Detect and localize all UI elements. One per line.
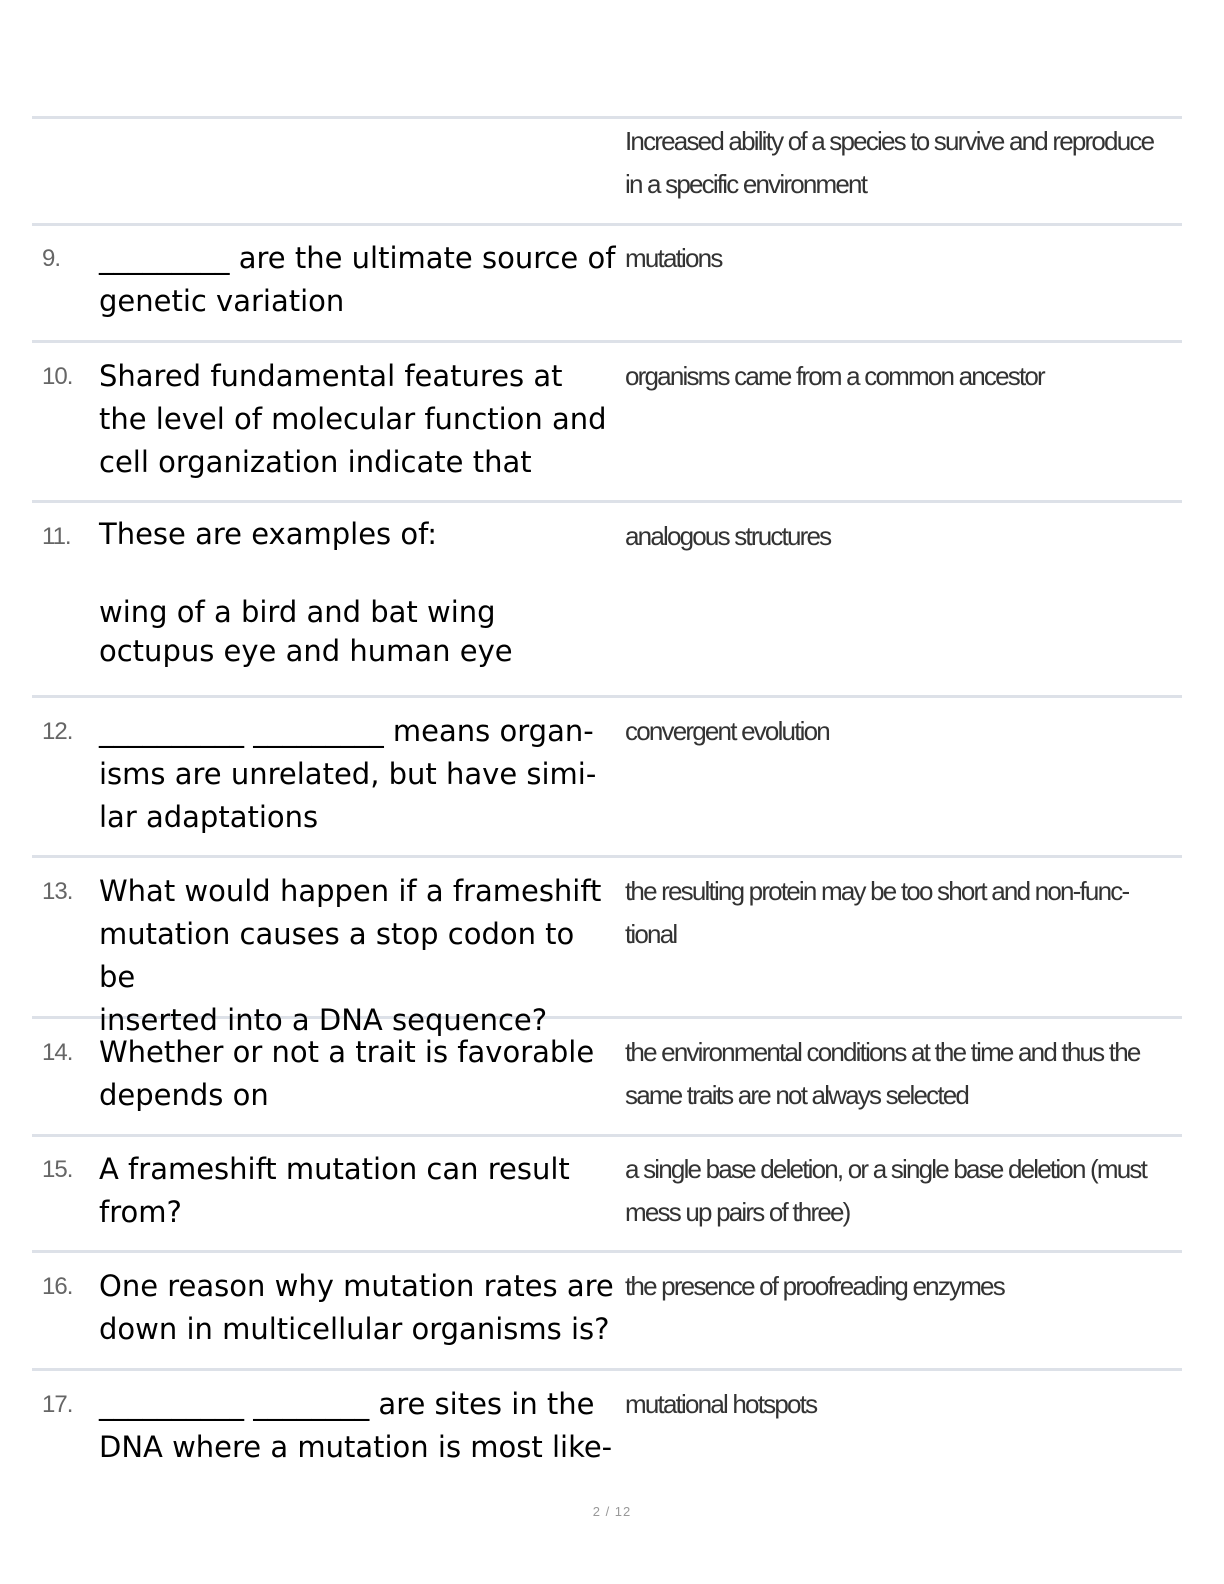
card-definition: a single base deletion, or a single base deletion (must mess up pairs of three) [625, 1154, 1147, 1227]
card-definition: Increased ability of a species to survive and reproduce in a specific environment [625, 126, 1154, 199]
row-divider [32, 340, 1182, 343]
row-divider [32, 1134, 1182, 1137]
row-divider [32, 116, 1182, 119]
page-indicator: 2 / 12 [592, 1504, 632, 1519]
card-term: _________ are the ultimate source of genetic variation [99, 241, 616, 318]
card-definition: organisms came from a common ancestor [625, 361, 1044, 391]
row-divider [32, 695, 1182, 698]
card-number: 15. [42, 1156, 73, 1183]
row-divider [32, 223, 1182, 226]
card-number: 14. [42, 1039, 73, 1066]
card-number: 12. [42, 718, 73, 745]
card-number: 10. [42, 363, 73, 390]
card-term: __________ _________ means organ- isms are unrelated, but have simi- lar adaptations [99, 714, 597, 834]
card-term: These are examples of: wing of a bird and bat wing octupus eye and human eye [99, 517, 513, 668]
card-term: Shared fundamental features at the level of molecular function and cell organization indicate that [99, 359, 607, 479]
card-definition: mutational hotspots [625, 1389, 817, 1419]
card-term: One reason why mutation rates are down in multicellular organisms is? [99, 1269, 614, 1346]
row-divider [32, 855, 1182, 858]
card-number: 9. [42, 245, 61, 272]
row-divider [32, 500, 1182, 503]
card-definition: convergent evolution [625, 716, 829, 746]
card-number: 13. [42, 878, 73, 905]
card-term: __________ ________ are sites in the DNA where a mutation is most like- [99, 1387, 613, 1464]
card-definition: the presence of proofreading enzymes [625, 1271, 1004, 1301]
card-definition: analogous structures [625, 521, 831, 551]
card-term: What would happen if a frameshift mutation causes a stop codon to be inserted into a DNA sequence? [99, 874, 602, 1037]
card-definition: the resulting protein may be too short and non-func- tional [625, 876, 1129, 949]
card-number: 11. [42, 523, 71, 550]
card-definition: mutations [625, 243, 722, 273]
card-term: A frameshift mutation can result from? [99, 1152, 570, 1229]
row-divider [32, 1250, 1182, 1253]
row-divider [32, 1368, 1182, 1371]
card-term: Whether or not a trait is favorable depends on [99, 1035, 595, 1112]
card-number: 16. [42, 1273, 73, 1300]
card-definition: the environmental conditions at the time and thus the same traits are not always selected [625, 1037, 1140, 1110]
card-number: 17. [42, 1391, 73, 1418]
